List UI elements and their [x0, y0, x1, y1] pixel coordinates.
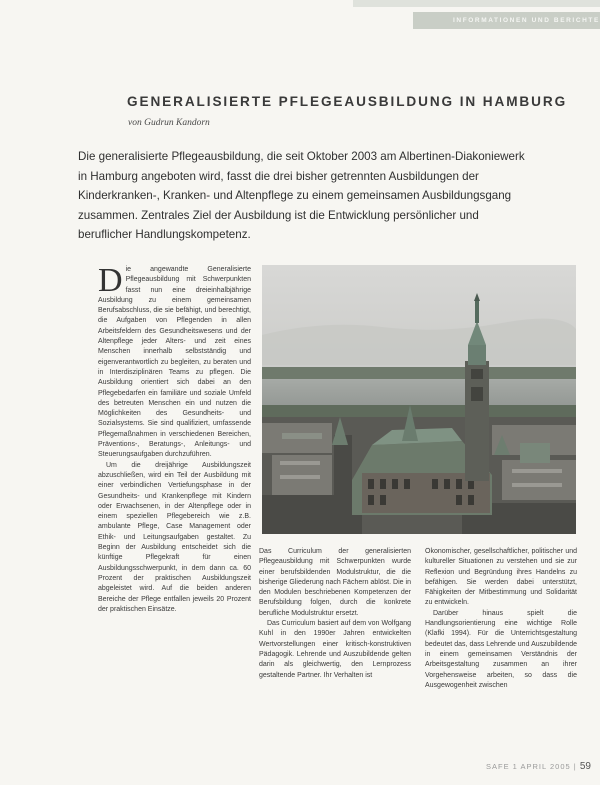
- page-footer: [486, 761, 591, 772]
- paragraph-text: ie angewandte Generalisierte Pflegeausbildung mit Schwerpunkten fasst nun eine dreieinhalbjährige Ausbildung zu einem gemeinsamen Berufsabschluss, die sie befähigt, und berechtigt, die Aufgaben von Pflegenden in allen Arbeitsfeldern des Gesundheitswesens und der Altenpflege jeder Alters- und zeit eines Menschen innerhalb selbstständig und eigenverantwortlich zu begleiten, zu beraten und in Interdisziplinären Teams zu pflegen. Die Ausbildung orientiert sich dabei an den Pflegebedarfen ein familiäre und soziale Umfeld des betreuten Menschen ein und nutzen die Möglichkeiten des Gesundheits- und Sozialsystems. Sie sind qualifiziert, umfassende Pflegemaßnahmen in verschiedenen Bereichen, Präventions-, Beratungs-, Anleitungs- und Steuerungsaufgaben durchzuführen.: [98, 266, 251, 459]
- paragraph: Darüber hinaus spielt die Handlungsorientierung eine wichtige Rolle (Klafki 1994). Für die Unterrichtsgestaltung bedeutet das, dass Lehrende und Auszubildende in einem gemeinsamen Verständnis der Arbeitsgestaltung zusammen an ihrer Vorgehensweise arbeiten, so dass die Ausgewogenheit zwischen: [425, 609, 577, 689]
- column-right: [425, 547, 577, 745]
- column-left: [98, 265, 251, 685]
- paragraph: Das Curriculum basiert auf dem von Wolfgang Kuhl in den 1990er Jahren entwickelten Wertvorstellungen einer kritisch-konstruktiven Pädagogik. Lehrende und Auszubildende gelten darin als gleichwertig, den Lernprozess gestaltende Partner. Ihr Verhalten ist: [259, 620, 411, 679]
- header-band: [353, 0, 600, 7]
- drop-cap: D: [98, 265, 123, 299]
- article-title: GENERALISIERTE PFLEGEAUSBILDUNG IN HAMBURG: [127, 94, 568, 109]
- paragraph: Ökonomischer, gesellschaftlicher, politischer und kultureller Situationen zu verstehen und sie zur Reflexion und Begründung ihres Handelns zu befähigen. Sie werden dabei unterstützt, Fähigkeiten der Mitbestimmung und Solidarität zu entwickeln.: [425, 548, 577, 607]
- paragraph: Das Curriculum der generalisierten Pflegeausbildung mit Schwerpunkten wurde einer berufsbildenden Modulstruktur, die die bisherige Gliederung nach Fächern ablöst. Die in den Modulen beschriebenen Kompetenzen der Berufsbildung folgen, durch die konkrete berufliche Modulstruktur ersetzt.: [259, 548, 411, 617]
- column-middle: [259, 547, 411, 745]
- paragraph: [98, 265, 251, 461]
- journal-issue: SAFE 1 APRIL 2005: [486, 762, 571, 771]
- page-separator: |: [573, 762, 580, 771]
- hamburg-city-photo: [262, 265, 576, 534]
- article-intro: Die generalisierte Pflegeausbildung, die seit Oktober 2003 am Albertinen-Diakoniewerk in Hamburg angeboten wird, fasst die drei bisher getrennten Ausbildungen der Kinderkranken-, Kranken- und Altenpflege zu einem gemeinsamen Ausbildungsgang zusammen. Zentrales Ziel der Ausbildung ist die Entwicklung persönlicher und beruflicher Handlungskompetenz.: [78, 150, 525, 242]
- paragraph: Um die dreijährige Ausbildungszeit abzuschließen, wird ein Teil der Ausbildung mit einer verbindlichen Vertiefungsphase in der Gesundheits- und Krankenpflege mit Kindern oder Erwachsenen, in der Altenpflege oder in einem speziellen Pflegebereich wie z.B. ambulante Pflege, Case Management oder Ethik- und Leitungsaufgaben gestaltet. Zu Beginn der Ausbildung entscheidet sich die künftige Pflegekraft für einen Ausbildungsschwerpunkt, in dem dann ca. 60 Prozent der praktischen Ausbildungszeit abgeleistet wird. Auf die beiden anderen Bereiche der Pflege entfallen jeweils 20 Prozent der praktischen Einsätze.: [98, 461, 251, 613]
- page-number: 59: [579, 761, 591, 772]
- article-author: von Gudrun Kandorn: [128, 118, 210, 128]
- section-tab: INFORMATIONEN UND BERICHTE: [413, 12, 600, 29]
